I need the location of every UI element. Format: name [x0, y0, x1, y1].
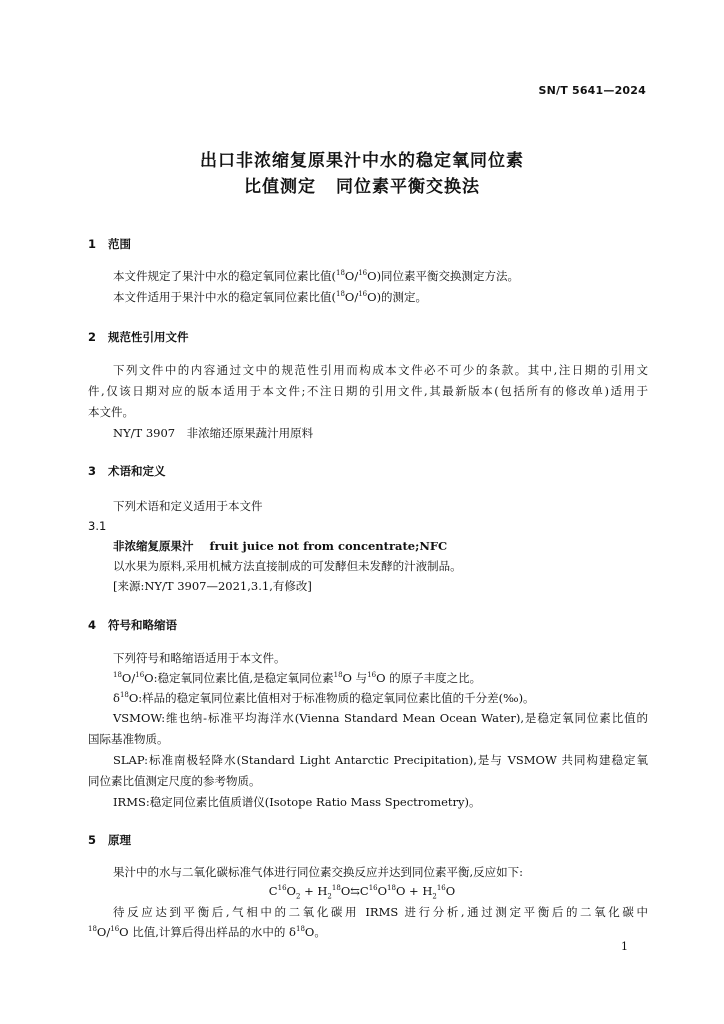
term-source: [来源:NY/T 3907—2021,3.1,有修改] — [113, 579, 312, 593]
terms-intro: 下列术语和定义适用于本文件 — [113, 499, 263, 513]
symbol-ratio-definition: $^{18}$O/$^{16}$O:稳定氧同位素比值,是稳定氧同位素$^{18}$O 与$^{16}$O 的原子丰度之比。 — [113, 671, 482, 685]
principle-paragraph-2-line2: $^{18}$O/$^{16}$O 比值,计算后得出样品的水中的 $\delta^{18}O$。 — [88, 925, 326, 939]
slap-line1: SLAP:标准南极轻降水(Standard Light Antarctic Precipitation),是与 VSMOW 共同构建稳定氧 — [113, 753, 648, 767]
normative-ref-line1: 下列文件中的内容通过文中的规范性引用而构成本文件必不可少的条款。其中,注日期的引用文 — [113, 363, 648, 377]
section-5-heading: 5 原理 — [88, 833, 131, 847]
normative-ref-item: NY/T 3907 非浓缩还原果蔬汁用原料 — [113, 426, 314, 440]
section-1-heading: 1 范围 — [88, 237, 131, 251]
document-title-line1: 出口非浓缩复原果汁中水的稳定氧同位素 — [200, 151, 524, 171]
section-2-heading: 2 规范性引用文件 — [88, 330, 189, 344]
term-name: 非浓缩复原果汁 fruit juice not from concentrate;NFC — [113, 539, 448, 553]
symbols-intro: 下列符号和略缩语适用于本文件。 — [113, 651, 286, 665]
title-part-b: 同位素平衡交换法 — [336, 177, 480, 197]
symbol-delta-definition: $\delta^{18}O$:样品的稳定氧同位素比值相对于标准物质的稳定氧同位素比值的千分差(‰)。 — [113, 691, 535, 705]
irms-definition: IRMS:稳定同位素比值质谱仪(Isotope Ratio Mass Spectrometry)。 — [113, 795, 481, 809]
principle-paragraph-2-line1: 待反应达到平衡后,气相中的二氧化碳用 IRMS 进行分析,通过测定平衡后的二氧化碳中 — [113, 905, 648, 919]
normative-ref-line3: 本文件。 — [88, 405, 134, 419]
term-definition: 以水果为原料,采用机械方法直接制成的可发酵但未发酵的汁液制品。 — [113, 559, 462, 573]
scope-paragraph-1: 本文件规定了果汁中水的稳定氧同位素比值($^{18}$O/$^{16}$O)同位素平衡交换测定方法。 — [113, 269, 520, 283]
section-4-heading: 4 符号和略缩语 — [88, 618, 177, 632]
title-part-a: 比值测定 — [244, 177, 316, 197]
normative-ref-line2: 件,仅该日期对应的版本适用于本文件;不注日期的引用文件,其最新版本(包括所有的修改单)适用于 — [88, 384, 648, 398]
page-number: 1 — [621, 940, 628, 953]
section-3-heading: 3 术语和定义 — [88, 464, 166, 478]
standard-number: SN/T 5641—2024 — [538, 84, 646, 97]
scope-paragraph-2: 本文件适用于果汁中水的稳定氧同位素比值($^{18}$O/$^{16}$O)的测定。 — [113, 290, 428, 304]
reaction-equation: $C^{16}O_2$ + $H_2^{18}O⇆C^{16}O^{18}O + H_2^{16}O$ — [268, 884, 456, 901]
vsmow-line1: VSMOW:维也纳-标准平均海洋水(Vienna Standard Mean Ocean Water),是稳定氧同位素比值的 — [113, 711, 648, 725]
slap-line2: 同位素比值测定尺度的参考物质。 — [88, 774, 261, 788]
term-number: 3.1 — [88, 519, 107, 533]
document-title-line2 — [0, 172, 724, 197]
vsmow-line2: 国际基准物质。 — [88, 732, 169, 746]
principle-paragraph-1: 果汁中的水与二氧化碳标准气体进行同位素交换反应并达到同位素平衡,反应如下: — [113, 865, 524, 879]
